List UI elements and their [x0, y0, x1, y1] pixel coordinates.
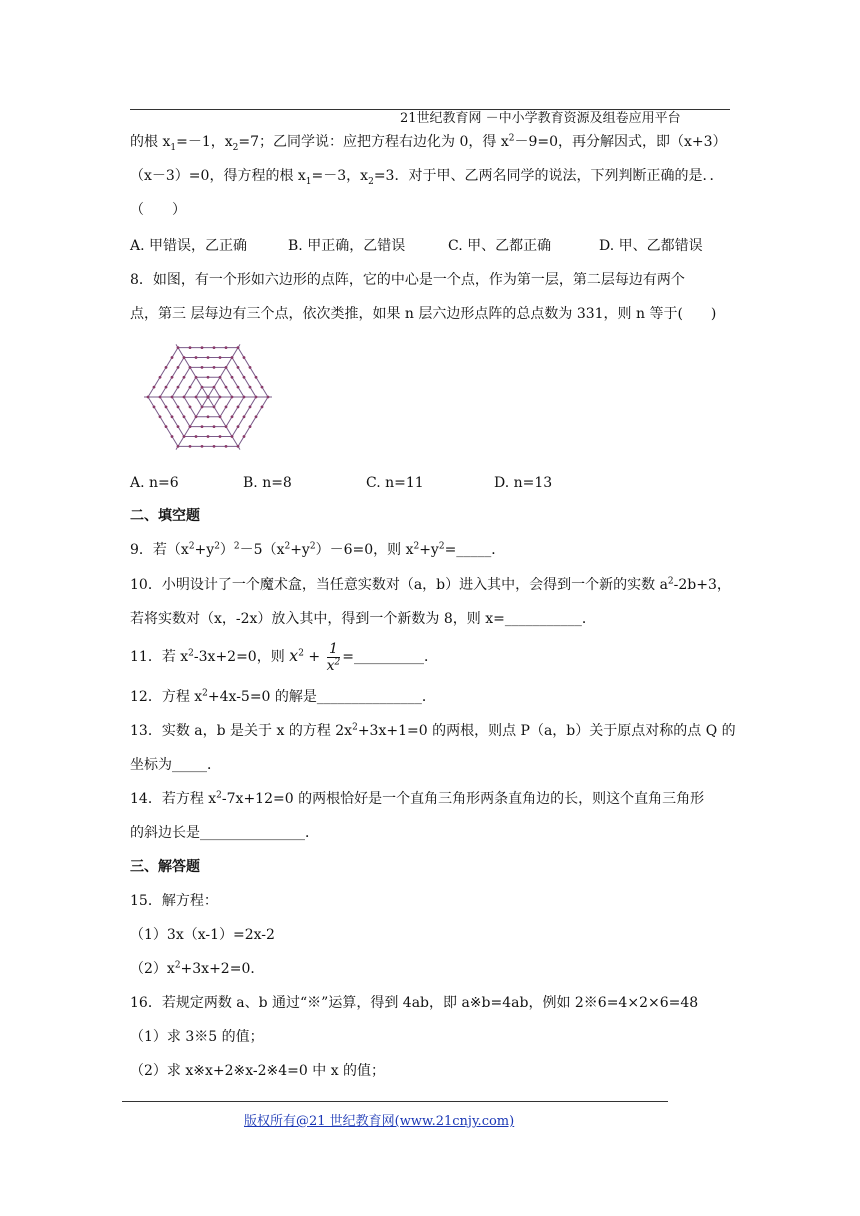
lattice-dot — [249, 386, 252, 389]
lattice-dot — [243, 356, 246, 359]
lattice-dot — [243, 435, 246, 438]
lattice-dot — [201, 346, 204, 349]
q15-part-2: $(2)x^2+3x+2=0$． — [130, 960, 265, 977]
lattice-dot — [189, 346, 192, 349]
lattice-dot — [183, 356, 186, 359]
q16-line-1: 16．若规定两数 a、b 通过“※”运算，得到 4ab，即 a※b=4ab，例如 2※6=4×2×6=48 — [130, 995, 699, 1011]
lattice-dot — [177, 445, 180, 448]
lattice-dot — [213, 445, 216, 448]
lattice-dot — [255, 415, 258, 418]
lattice-dot — [201, 366, 204, 369]
lattice-dot — [225, 366, 228, 369]
lattice-dot — [213, 366, 216, 369]
lattice-dot — [225, 386, 228, 389]
lattice-dot — [249, 366, 252, 369]
q16-part-2: （2）求 x※x+2※x-2※4=0 中 x 的值； — [130, 1063, 386, 1079]
center-dot — [206, 395, 209, 398]
q7-option-a: A. 甲错误，乙正确 — [130, 238, 248, 254]
lattice-dot — [225, 425, 228, 428]
lattice-dot — [189, 405, 192, 408]
lattice-dot — [165, 405, 168, 408]
q7-line-2: （x－3）=0，得方程的根 $x_1=-3$，$x_2=3$．对于甲、乙两名同学的说法，下列判断正确的是．． — [130, 168, 724, 187]
lattice-dot — [237, 366, 240, 369]
lattice-dot — [213, 405, 216, 408]
lattice-dot — [201, 425, 204, 428]
lattice-dot — [189, 386, 192, 389]
lattice-dot — [237, 405, 240, 408]
lattice-dot — [219, 376, 222, 379]
lattice-dot — [195, 376, 198, 379]
q10-line-1: 10．小明设计了一个魔术盒，当任意实数对（a，b）进入其中，会得到一个新的实数 $a^2-2b+3$， — [130, 576, 731, 593]
lattice-dot — [225, 445, 228, 448]
lattice-dot — [147, 396, 150, 399]
hexagon-spoke — [208, 397, 240, 450]
lattice-dot — [249, 425, 252, 428]
lattice-dot — [231, 435, 234, 438]
lattice-dot — [231, 376, 234, 379]
lattice-dot — [225, 405, 228, 408]
lattice-dot — [261, 386, 264, 389]
lattice-dot — [207, 435, 210, 438]
lattice-dot — [267, 396, 270, 399]
lattice-dot — [219, 415, 222, 418]
lattice-dot — [225, 346, 228, 349]
lattice-dot — [207, 356, 210, 359]
lattice-dot — [153, 405, 156, 408]
q7-line-3: （ ） — [130, 202, 186, 218]
lattice-dot — [177, 425, 180, 428]
lattice-dot — [231, 415, 234, 418]
lattice-dot — [207, 376, 210, 379]
lattice-dot — [183, 415, 186, 418]
lattice-dot — [165, 425, 168, 428]
lattice-dot — [219, 396, 222, 399]
hexagon-spoke — [208, 344, 240, 397]
q11-line: 11．若 $x^2-3x+2=0$，则 $x^2$ + $\frac{1}{x^2}$ =__________． — [130, 640, 438, 674]
section-3-heading: 三、解答题 — [130, 859, 200, 875]
lattice-dot — [201, 445, 204, 448]
q12-line: 12．方程 $x^2+4x-5=0$ 的解是_______________． — [130, 688, 436, 705]
lattice-dot — [183, 396, 186, 399]
lattice-dot — [231, 396, 234, 399]
lattice-dot — [171, 376, 174, 379]
q15-part-1: （1）3x（x-1）=2x-2 — [130, 927, 275, 943]
lattice-dot — [165, 366, 168, 369]
footer-rule — [122, 1101, 668, 1102]
lattice-dot — [159, 396, 162, 399]
lattice-dot — [177, 405, 180, 408]
lattice-dot — [153, 386, 156, 389]
lattice-dot — [177, 386, 180, 389]
lattice-dot — [249, 405, 252, 408]
lattice-dot — [171, 435, 174, 438]
lattice-dot — [171, 415, 174, 418]
section-2-heading: 二、填空题 — [130, 508, 200, 524]
lattice-dot — [207, 415, 210, 418]
q11-fraction: $\frac{1}{x^2}$ — [326, 640, 341, 674]
q7-line-1: 的根 $x_1=-1$，$x_2=7$；乙同学说：应把方程右边化为 0，得 $x^2-9=0$，再分解因式，即（x+3） — [130, 133, 727, 153]
q10-line-2: 若将实数对（x，-2x）放入其中，得到一个新数为 8，则 x=___________． — [130, 611, 596, 627]
lattice-dot — [213, 425, 216, 428]
hexagon-spoke — [176, 344, 208, 397]
q16-part-1: （1）求 3※5 的值； — [130, 1029, 264, 1045]
lattice-dot — [201, 405, 204, 408]
lattice-dot — [177, 346, 180, 349]
lattice-dot — [195, 435, 198, 438]
lattice-dot — [189, 366, 192, 369]
lattice-dot — [231, 356, 234, 359]
q8-option-b: B. n=8 — [243, 475, 292, 491]
lattice-dot — [243, 415, 246, 418]
q8-line-1: 8．如图，有一个形如六边形的点阵，它的中心是一个点，作为第一层，第二层每边有两个 — [130, 272, 685, 288]
lattice-dot — [213, 346, 216, 349]
hexagon-dot-lattice-figure — [130, 335, 290, 460]
lattice-dot — [255, 396, 258, 399]
q13-line-1: 13．实数 a，b 是关于 x 的方程 $2x^2+3x+1=0$ 的两根，则点 P（a，b）关于原点对称的点 Q 的 — [130, 722, 736, 739]
lattice-dot — [171, 396, 174, 399]
hexagon-spoke — [176, 397, 208, 450]
lattice-dot — [237, 346, 240, 349]
lattice-dot — [255, 376, 258, 379]
lattice-dot — [189, 445, 192, 448]
q14-line-2: 的斜边长是_______________． — [130, 825, 319, 841]
lattice-dot — [243, 396, 246, 399]
lattice-dot — [261, 405, 264, 408]
lattice-dot — [183, 435, 186, 438]
lattice-dot — [213, 386, 216, 389]
lattice-dot — [159, 376, 162, 379]
lattice-dot — [201, 386, 204, 389]
q7-option-b: B. 甲正确，乙错误 — [288, 238, 406, 254]
q15-title: 15．解方程： — [130, 893, 218, 909]
lattice-dot — [237, 386, 240, 389]
q7-option-d: D. 甲、乙都错误 — [599, 238, 703, 254]
lattice-dot — [195, 356, 198, 359]
lattice-dot — [219, 435, 222, 438]
q8-option-d: D. n=13 — [494, 475, 553, 491]
lattice-dot — [219, 356, 222, 359]
lattice-dot — [237, 425, 240, 428]
lattice-dot — [237, 445, 240, 448]
lattice-dot — [177, 366, 180, 369]
q13-line-2: 坐标为_____． — [130, 757, 221, 773]
lattice-dot — [165, 386, 168, 389]
lattice-dot — [183, 376, 186, 379]
lattice-dot — [195, 415, 198, 418]
q8-option-c: C. n=11 — [366, 475, 424, 491]
q7-option-c: C. 甲、乙都正确 — [448, 238, 552, 254]
footer-copyright-link[interactable]: 版权所有@21 世纪教育网(www.21cnjy.com) — [244, 1114, 515, 1129]
lattice-dot — [189, 425, 192, 428]
q8-line-2: 点，第三 层每边有三个点，依次类推，如果 n 层六边形点阵的总点数为 331，则 n 等于( ) — [130, 306, 717, 322]
lattice-dot — [243, 376, 246, 379]
q9-line: 9．若$(x^2+y^2)^2-5(x^2+y^2)-6=0$，则 $x^2+y^2=\_\_\_\_\_$． — [130, 541, 506, 558]
header-text: 21世纪教育网 －中小学教育资源及组卷应用平台 — [400, 111, 681, 126]
lattice-dot — [159, 415, 162, 418]
q14-line-1: 14．若方程 $x^2-7x+12=0$ 的两根恰好是一个直角三角形两条直角边的长，则这个直角三角形 — [130, 790, 705, 807]
lattice-dot — [195, 396, 198, 399]
q8-option-a: A. n=6 — [130, 475, 179, 491]
lattice-dot — [171, 356, 174, 359]
